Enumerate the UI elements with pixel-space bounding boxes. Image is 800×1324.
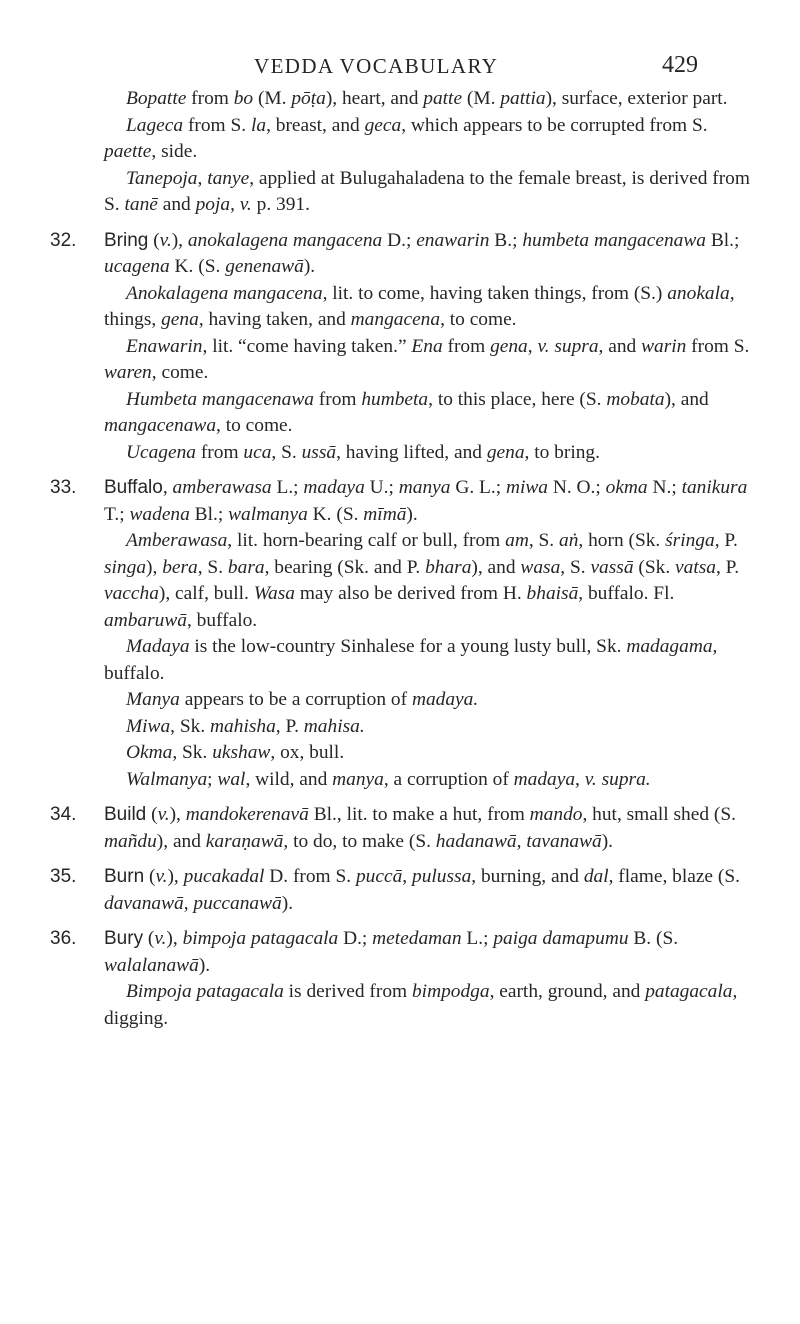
paragraph	[50, 714, 750, 741]
vocabulary-text	[50, 86, 750, 1032]
entry-number: 36.	[50, 928, 77, 949]
paragraph-text: Bring (v.), anokalagena mangacena D.; enawarin B.; humbeta mangacenawa Bl.; ucagena K. (S. genenawā).	[104, 229, 740, 277]
page-header	[0, 44, 800, 84]
paragraph-text: Enawarin, lit. “come having taken.” Ena from gena, v. supra, and warin from S. waren, come.	[104, 335, 750, 383]
entry-number: 33.	[50, 477, 77, 498]
paragraph-text: Burn (v.), pucakadal D. from S. puccā, pulussa, burning, and dal, flame, blaze (S. davanawā, puccanawā).	[104, 866, 740, 914]
paragraph-text: Buffalo, amberawasa L.; madaya U.; manya G. L.; miwa N. O.; okma N.; tanikura T.; wadena Bl.; walmanya K. (S. mīmā).	[104, 477, 748, 525]
paragraph	[50, 687, 750, 714]
entry-32	[50, 228, 750, 281]
paragraph	[50, 634, 750, 687]
entry-number: 35.	[50, 866, 77, 887]
paragraph	[50, 528, 750, 634]
paragraph-text: Tanepoja, tanye, applied at Bulugahaladena to the female breast, is derived from S. tanē and poja, v. p. 391.	[104, 167, 750, 215]
paragraph	[50, 334, 750, 387]
paragraph	[50, 440, 750, 467]
entry-33	[50, 475, 750, 528]
paragraph	[50, 979, 750, 1032]
paragraph-text: Bimpoja patagacala is derived from bimpodga, earth, ground, and patagacala, digging.	[104, 981, 738, 1029]
paragraph-text: Lageca from S. la, breast, and geca, which appears to be corrupted from S. paette, side.	[104, 114, 708, 162]
paragraph-text: Bopatte from bo (M. pōṭa), heart, and patte (M. pattia), surface, exterior part.	[126, 88, 728, 109]
paragraph-text: Build (v.), mandokerenavā Bl., lit. to make a hut, from mando, hut, small shed (S. mañdu), and karaṇawā, to do, to make (S. hadanawā, tavanawā).	[104, 804, 736, 852]
paragraph	[50, 281, 750, 334]
paragraph	[50, 166, 750, 219]
paragraph	[50, 767, 750, 794]
paragraph-text: Madaya is the low-country Sinhalese for a young lusty bull, Sk. madagama, buffalo.	[104, 636, 718, 684]
paragraph	[50, 387, 750, 440]
paragraph	[50, 740, 750, 767]
entry-number: 32.	[50, 229, 77, 251]
paragraph-text: Manya appears to be a corruption of madaya.	[126, 689, 479, 710]
paragraph	[50, 113, 750, 166]
paragraph-text: Walmanya; wal, wild, and manya, a corruption of madaya, v. supra.	[126, 768, 651, 790]
entry-36	[50, 926, 750, 979]
entry-34	[50, 802, 750, 855]
paragraph-text: Okma, Sk. ukshaw, ox, bull.	[126, 742, 345, 763]
paragraph-text: Bury (v.), bimpoja patagacala D.; metedaman L.; paiga damapumu B. (S. walalanawā).	[104, 928, 679, 976]
paragraph-text: Amberawasa, lit. horn-bearing calf or bull, from am, S. aṅ, horn (Sk. śringa, P. singa), bera, S. bara, bearing (Sk. and P. bhara), and wasa, S. vassā (Sk. vatsa, P. vaccha), calf, bull. Wasa may also be derived from H. bhaisā, buffalo. Fl. ambaruwā, buffalo.	[104, 530, 740, 631]
paragraph-text: Miwa, Sk. mahisha, P. mahisa.	[126, 715, 365, 737]
paragraph-text: Humbeta mangacenawa from humbeta, to this place, here (S. mobata), and mangacenawa, to come.	[104, 388, 709, 436]
paragraph-text: Anokalagena mangacena, lit. to come, having taken things, from (S.) anokala, things, gena, having taken, and mangacena, to come.	[104, 282, 735, 330]
paragraph-text: Ucagena from uca, S. ussā, having lifted, and gena, to bring.	[126, 441, 600, 463]
entry-35	[50, 864, 750, 917]
paragraph	[50, 86, 750, 113]
page-number: 429	[662, 52, 698, 78]
running-head: VEDDA VOCABULARY	[254, 54, 499, 78]
entry-number: 34.	[50, 804, 77, 825]
